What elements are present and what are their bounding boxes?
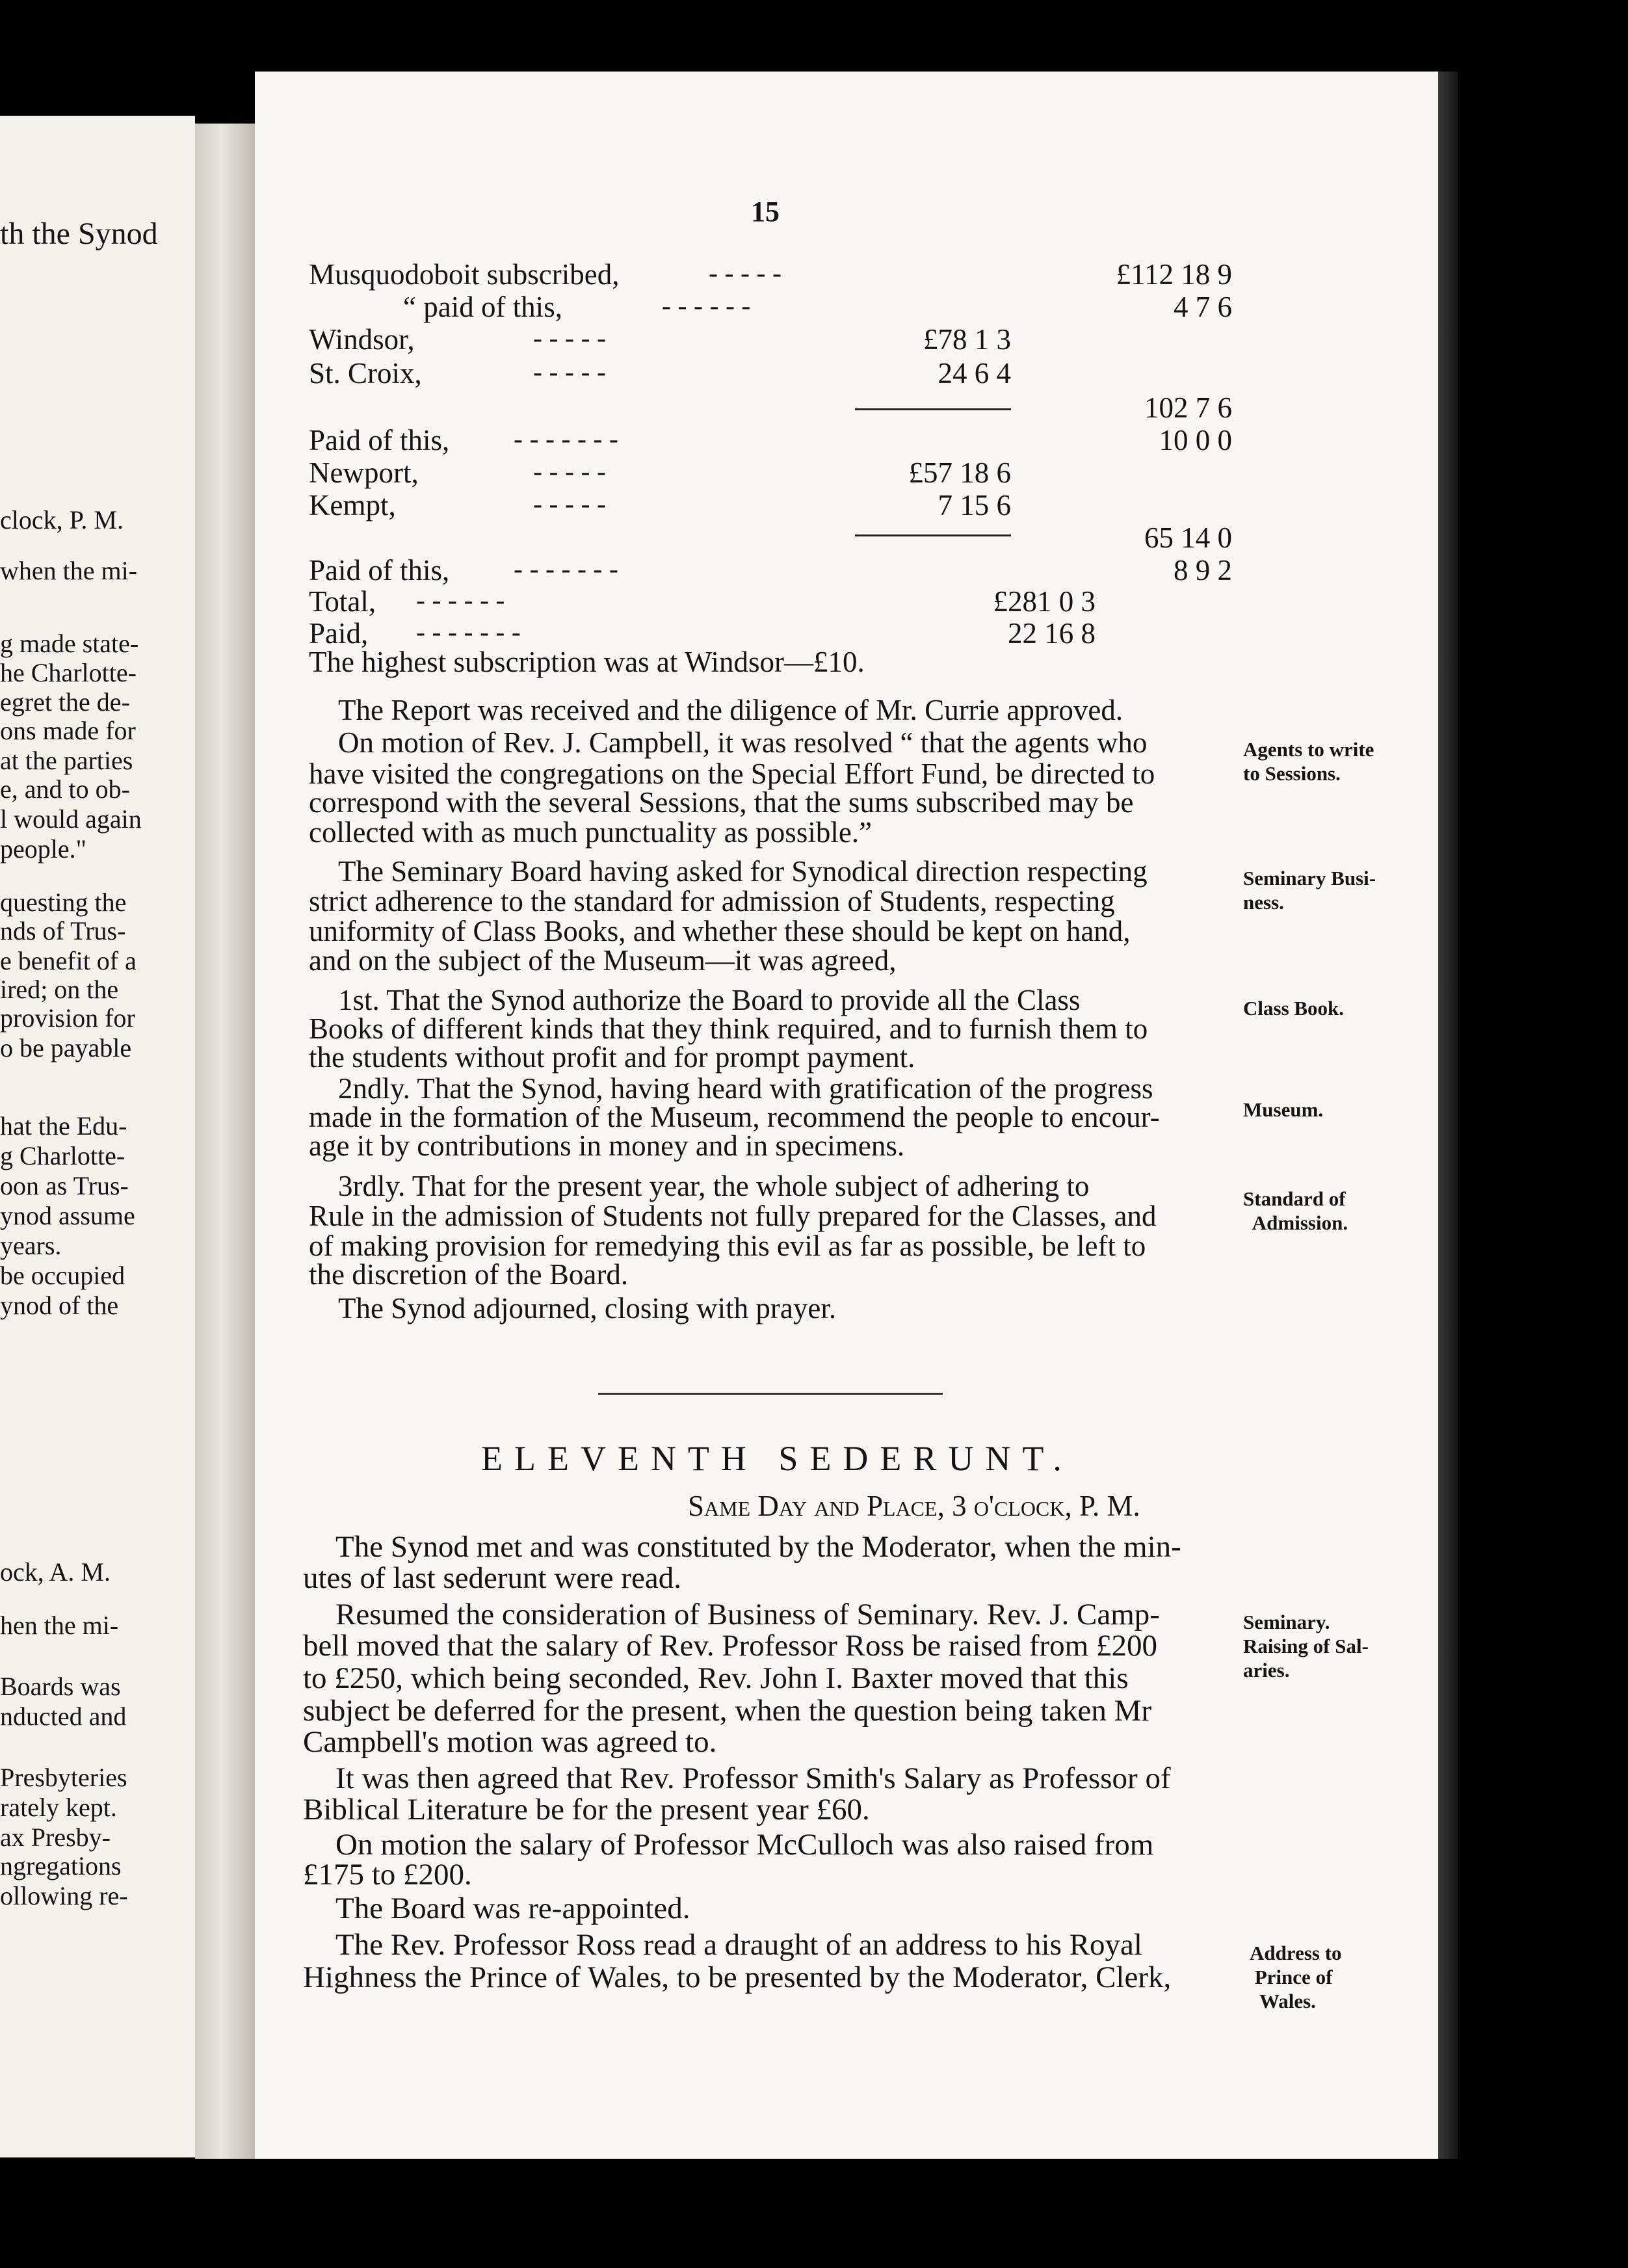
left-page-fragment: when the mi-: [0, 556, 138, 585]
amount-column: 65 14 0: [1144, 521, 1232, 554]
margin-note-line: Museum.: [1243, 1098, 1324, 1121]
left-page-fragment: provision for: [0, 1003, 135, 1033]
margin-note: [1243, 1187, 1348, 1235]
book-gutter: [195, 124, 255, 2159]
leader-dashes: - - - - - - -: [416, 618, 521, 648]
left-page-fragment: l would again: [0, 804, 142, 834]
left-page-fragment: rately kept.: [0, 1793, 117, 1822]
left-page-fragment: people.": [0, 834, 86, 864]
leader-dashes: - - - - -: [533, 490, 606, 520]
paragraph-line: The Board was re-appointed.: [335, 1892, 690, 1925]
left-page-fragment: ngregations: [0, 1851, 122, 1880]
page-number: 15: [751, 196, 780, 228]
paragraph-line: Resumed the consideration of Business of Seminary. Rev. J. Camp-: [335, 1598, 1160, 1631]
amount-column: 102 7 6: [1144, 391, 1232, 424]
paragraph-line: 3rdly. That for the present year, the whole subject of adhering to: [338, 1170, 1090, 1202]
section-separator: [598, 1393, 943, 1395]
left-page-fragment: clock, P. M.: [0, 505, 124, 534]
left-page-fragment: ynod assume: [0, 1201, 135, 1230]
account-label: Musquodoboit subscribed,: [309, 258, 620, 291]
paragraph-line: made in the formation of the Museum, recommend the people to encour-: [309, 1101, 1160, 1133]
left-page-fragment: questing the: [0, 888, 127, 917]
margin-note: [1250, 1941, 1342, 2014]
paragraph-line: It was then agreed that Rev. Professor Smith's Salary as Professor of: [335, 1761, 1171, 1795]
paragraph-line: subject be deferred for the present, when the question being taken Mr: [303, 1694, 1152, 1728]
paragraph-line: age it by contributions in money and in specimens.: [309, 1129, 905, 1162]
highest-subscription-line: The highest subscription was at Windsor—£10.: [309, 646, 865, 678]
left-page-fragment: ired; on the: [0, 975, 119, 1004]
margin-note-line: aries.: [1243, 1659, 1290, 1682]
margin-note-line: ness.: [1243, 891, 1284, 914]
left-page-fragment: hen the mi-: [0, 1611, 119, 1640]
amount-column: £112 18 9: [1116, 258, 1232, 291]
amount-column: 4 7 6: [1174, 291, 1232, 323]
paragraph-line: 1st. That the Synod authorize the Board to provide all the Class: [338, 984, 1081, 1016]
left-page-fragment: at the parties: [0, 746, 133, 775]
sederunt-subtitle: Same Day and Place, 3 o'clock, P. M.: [688, 1490, 1140, 1522]
leader-dashes: - - - - - - -: [514, 425, 618, 455]
left-page-fragment: years.: [0, 1231, 62, 1260]
left-page-fragment: g made state-: [0, 629, 139, 658]
margin-note-line: Admission.: [1243, 1211, 1348, 1235]
amount-column: 8 9 2: [1174, 554, 1232, 587]
account-label: Paid of this,: [309, 424, 450, 456]
sum-rule: [855, 408, 1011, 410]
paragraph-line: uniformity of Class Books, and whether these should be kept on hand,: [309, 915, 1131, 947]
paragraph-line: 2ndly. That the Synod, having heard with gratification of the progress: [338, 1072, 1153, 1105]
paragraph-line: strict adherence to the standard for admission of Students, respecting: [309, 885, 1115, 917]
margin-note-line: Class Book.: [1243, 997, 1345, 1020]
paragraph-line: the students without profit and for prompt payment.: [309, 1041, 915, 1074]
left-page-fragment: e, and to ob-: [0, 774, 130, 804]
margin-note: [1243, 737, 1374, 785]
paragraph-line: and on the subject of the Museum—it was agreed,: [309, 944, 897, 977]
account-label: St. Croix,: [309, 357, 422, 389]
margin-note: [1243, 1098, 1323, 1122]
amount-column: 10 0 0: [1159, 424, 1232, 456]
account-label: Paid of this,: [309, 554, 450, 587]
account-label: Paid,: [309, 617, 369, 650]
paragraph-line: to £250, which being seconded, Rev. John I. Baxter moved that this: [303, 1661, 1129, 1695]
left-page-fragment: Boards was: [0, 1672, 121, 1701]
margin-note-line: Wales.: [1250, 1990, 1316, 2013]
paragraph-line: Biblical Literature be for the present year £60.: [303, 1793, 870, 1826]
paragraph-line: The Seminary Board having asked for Synodical direction respecting: [338, 855, 1148, 888]
amount-subtotal: 24 6 4: [938, 357, 1011, 389]
leader-dashes: - - - - -: [533, 457, 606, 487]
account-label: Windsor,: [309, 323, 415, 356]
left-page-fragment: Presbyteries: [0, 1763, 127, 1792]
paragraph-line: correspond with the several Sessions, that the sums subscribed may be: [309, 786, 1134, 819]
paragraph-line: the discretion of the Board.: [309, 1258, 629, 1291]
leader-dashes: - - - - -: [533, 358, 606, 388]
amount-subtotal: £57 18 6: [908, 456, 1011, 489]
paragraph-line: Books of different kinds that they think required, and to furnish them to: [309, 1012, 1148, 1045]
left-page-fragment: nds of Trus-: [0, 916, 126, 945]
margin-note-line: Standard of: [1243, 1187, 1346, 1210]
amount-subtotal: 7 15 6: [938, 489, 1011, 521]
margin-note: [1243, 996, 1344, 1020]
left-page-fragment: ons made for: [0, 716, 136, 745]
paragraph-line: Rule in the admission of Students not fully prepared for the Classes, and: [309, 1200, 1157, 1232]
paragraph-line: The Report was received and the diligence of Mr. Currie approved.: [338, 694, 1123, 726]
left-page-fragment: ax Presby-: [0, 1823, 111, 1852]
paragraph-line: collected with as much punctuality as possible.”: [309, 816, 873, 849]
margin-note-line: Agents to write: [1243, 738, 1374, 761]
amount-total: £281 0 3: [993, 585, 1096, 618]
left-page-fragment: be occupied: [0, 1261, 125, 1290]
left-page-fragment: nducted and: [0, 1702, 127, 1731]
margin-note-line: Seminary.: [1243, 1611, 1330, 1633]
left-page-fragment: egret the de-: [0, 687, 130, 717]
paragraph-line: of making provision for remedying this evil as far as possible, be left to: [309, 1230, 1146, 1262]
amount-total: 22 16 8: [1008, 617, 1096, 650]
account-label: Total,: [309, 585, 376, 618]
leader-dashes: - - - - - -: [416, 586, 505, 616]
sederunt-title: ELEVENTH SEDERUNT.: [481, 1439, 1073, 1478]
paragraph-line: bell moved that the salary of Rev. Professor Ross be raised from £200: [303, 1629, 1157, 1663]
book-edge: [1438, 72, 1458, 2159]
left-page-fragment: ock, A. M.: [0, 1557, 111, 1587]
left-page-fragment: o be payable: [0, 1033, 132, 1062]
leader-dashes: - - - - -: [533, 324, 606, 354]
left-page-fragment: g Charlotte-: [0, 1141, 125, 1170]
leader-dashes: - - - - - -: [662, 291, 751, 321]
left-page-fragment: he Charlotte-: [0, 658, 137, 687]
paragraph-line: Campbell's motion was agreed to.: [303, 1725, 717, 1759]
paragraph-line: The Synod met and was constituted by the Moderator, when the min-: [335, 1530, 1181, 1564]
paragraph-line: Highness the Prince of Wales, to be presented by the Moderator, Clerk,: [303, 1960, 1172, 1994]
margin-note-line: to Sessions.: [1243, 762, 1341, 785]
account-label: Newport,: [309, 456, 419, 489]
margin-note: [1243, 1610, 1369, 1683]
margin-note-line: Raising of Sal-: [1243, 1635, 1369, 1658]
paragraph-line: The Rev. Professor Ross read a draught of an address to his Royal: [335, 1928, 1142, 1962]
paragraph-line: £175 to £200.: [303, 1858, 472, 1892]
margin-note-line: Address to: [1250, 1942, 1342, 1964]
margin-note-line: Seminary Busi-: [1243, 867, 1376, 890]
margin-note: [1243, 866, 1376, 914]
account-label: “ paid of this,: [403, 291, 562, 323]
left-page-fragment: e benefit of a: [0, 946, 137, 975]
paragraph-line: utes of last sederunt were read.: [303, 1561, 682, 1595]
left-page-fragment: oon as Trus-: [0, 1171, 129, 1200]
paragraph-line: have visited the congregations on the Special Effort Fund, be directed to: [309, 758, 1155, 790]
left-page-fragment: th the Synod: [0, 217, 158, 251]
paragraph-line: The Synod adjourned, closing with prayer.: [338, 1292, 837, 1325]
left-page-fragment: ollowing re-: [0, 1881, 128, 1910]
paragraph-line: On motion of Rev. J. Campbell, it was resolved “ that the agents who: [338, 726, 1148, 759]
leader-dashes: - - - - -: [709, 259, 781, 289]
margin-note-line: Prince of: [1250, 1966, 1333, 1989]
sum-rule: [855, 534, 1011, 536]
left-page: [0, 116, 195, 2157]
leader-dashes: - - - - - - -: [514, 555, 618, 585]
account-label: Kempt,: [309, 489, 396, 521]
left-page-fragment: ynod of the: [0, 1291, 119, 1320]
amount-subtotal: £78 1 3: [923, 323, 1011, 356]
paragraph-line: On motion the salary of Professor McCulloch was also raised from: [335, 1828, 1154, 1862]
left-page-fragment: hat the Edu-: [0, 1111, 127, 1141]
